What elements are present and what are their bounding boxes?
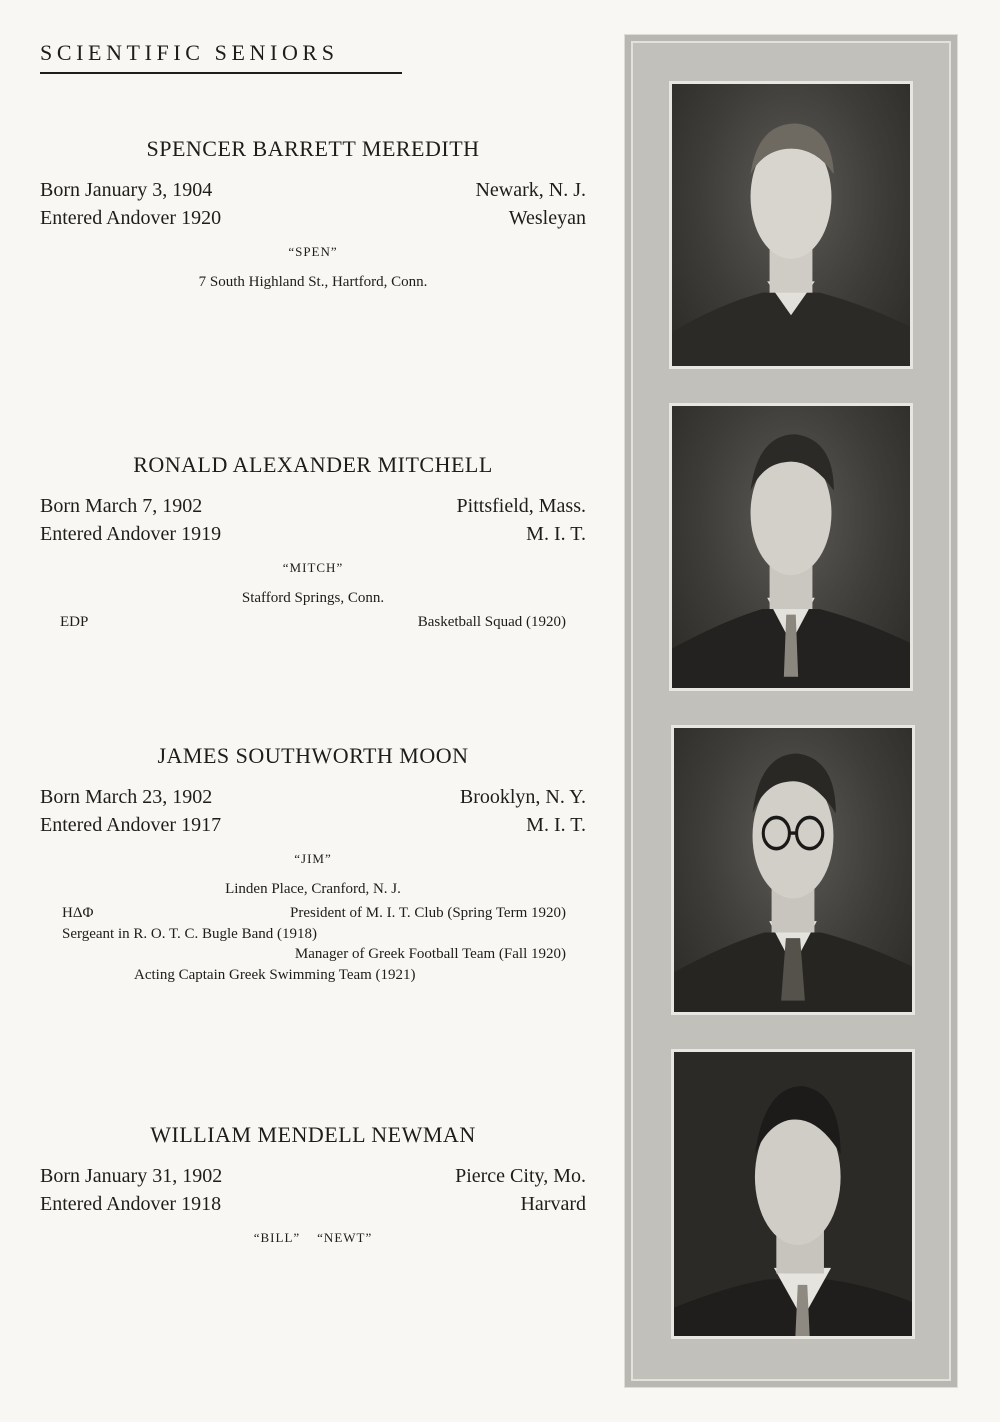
college: Wesleyan (508, 207, 586, 229)
activity-item: President of M. I. T. Club (Spring Term 1920) (289, 905, 566, 921)
senior-entry-meredith (40, 136, 586, 291)
senior-entry-moon (40, 743, 586, 898)
college: Harvard (520, 1193, 586, 1215)
portrait-frame (669, 403, 913, 691)
hometown: Newark, N. J. (475, 179, 586, 201)
portrait-photo-mitchell (672, 406, 910, 688)
activity-item: Manager of Greek Football Team (Fall 1920) (294, 946, 566, 962)
senior-name: RONALD ALEXANDER MITCHELL (133, 452, 493, 477)
entered-year: Entered Andover 1919 (40, 523, 222, 545)
entered-row (40, 204, 586, 232)
portrait-silhouette (672, 406, 910, 688)
activity-item: Basketball Squad (1920) (417, 614, 566, 630)
activity-item: Acting Captain Greek Swimming Team (1921) (134, 967, 416, 983)
college: M. I. T. (526, 814, 586, 836)
nickname: “SPEN” (288, 244, 338, 259)
entered-year: Entered Andover 1918 (40, 1193, 222, 1215)
senior-entry-mitchell (40, 452, 586, 607)
nickname: “BILL” “NEWT” (253, 1230, 373, 1245)
portrait-frame (671, 725, 915, 1015)
portrait-frame (671, 1049, 915, 1339)
society-letters: HΔΦ (62, 905, 94, 921)
portrait-silhouette (674, 1052, 912, 1336)
entered-row (40, 520, 586, 548)
nickname: “MITCH” (282, 560, 344, 575)
hometown: Pierce City, Mo. (455, 1165, 586, 1187)
portrait-silhouette (672, 84, 910, 366)
hometown: Pittsfield, Mass. (456, 495, 586, 517)
entered-row (40, 811, 586, 839)
portrait-photo-moon (674, 728, 912, 1012)
birth-date: Born March 7, 1902 (40, 495, 203, 517)
birth-date: Born January 31, 1902 (40, 1165, 223, 1187)
portrait-photo-meredith (672, 84, 910, 366)
page-title: SCIENTIFIC SENIORS (40, 40, 402, 74)
address: 7 South Highland St., Hartford, Conn. (198, 274, 428, 290)
senior-entry-newman (40, 1122, 586, 1246)
senior-name: SPENCER BARRETT MEREDITH (146, 136, 480, 161)
portrait-silhouette (674, 728, 912, 1012)
address: Stafford Springs, Conn. (241, 590, 385, 606)
college: M. I. T. (526, 523, 586, 545)
birth-row (40, 1162, 586, 1190)
entered-year: Entered Andover 1920 (40, 207, 222, 229)
birth-row (40, 492, 586, 520)
senior-name: JAMES SOUTHWORTH MOON (157, 743, 469, 768)
birth-date: Born January 3, 1904 (40, 179, 213, 201)
portrait-frame (669, 81, 913, 369)
nickname: “JIM” (294, 851, 332, 866)
birth-row (40, 176, 586, 204)
photo-strip (624, 34, 958, 1388)
birth-row (40, 783, 586, 811)
entered-row (40, 1190, 586, 1218)
hometown: Brooklyn, N. Y. (459, 786, 586, 808)
society-letters: EDP (60, 614, 89, 630)
birth-date: Born March 23, 1902 (40, 786, 213, 808)
senior-name: WILLIAM MENDELL NEWMAN (150, 1122, 476, 1147)
address: Linden Place, Cranford, N. J. (225, 881, 401, 897)
activity-item: Sergeant in R. O. T. C. Bugle Band (1918) (62, 926, 317, 942)
portrait-photo-newman (674, 1052, 912, 1336)
entered-year: Entered Andover 1917 (40, 814, 222, 836)
